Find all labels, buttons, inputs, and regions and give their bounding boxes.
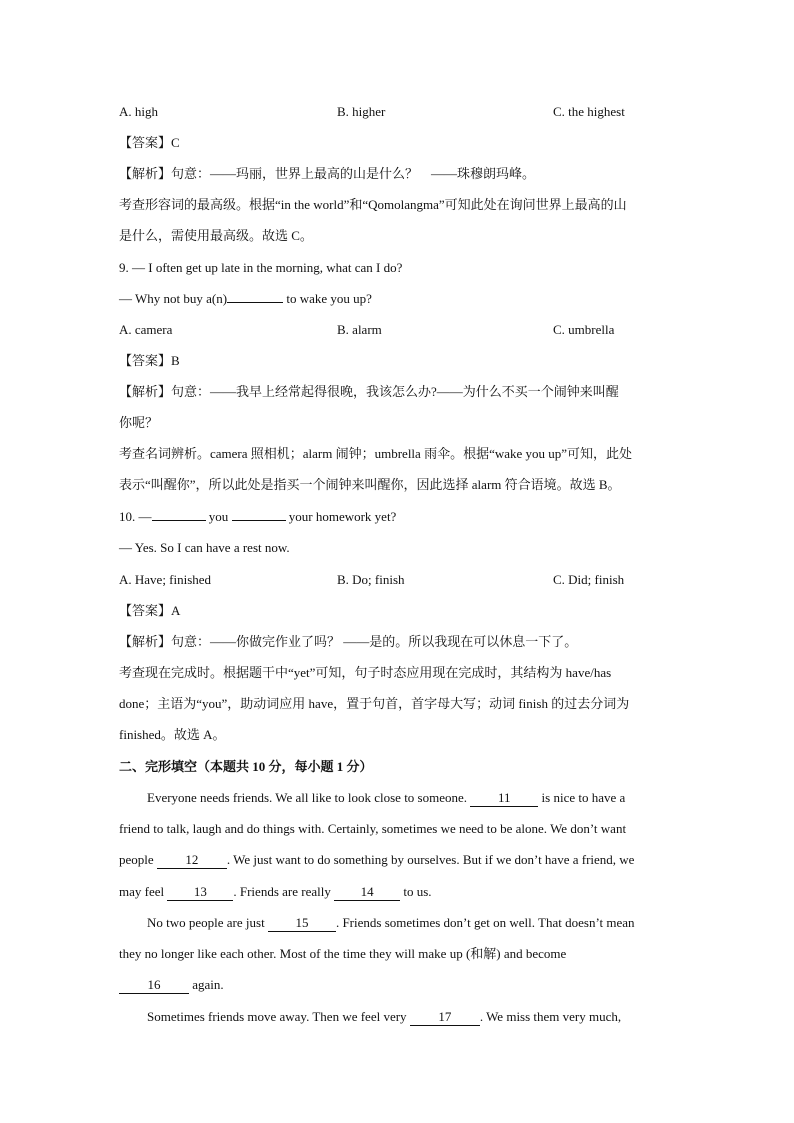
cloze-p1-line-2: friend to talk, laugh and do things with. Certainly, sometimes we need to be alone. We don’t want	[119, 821, 627, 836]
cloze-blank-16[interactable]: 16	[119, 977, 189, 994]
q9-stem-line-1: 9. — I often get up late in the morning, what can I do?	[119, 260, 403, 275]
cloze-text: Everyone needs friends. We all like to look close to someone.	[147, 790, 468, 805]
q9-options	[119, 320, 679, 340]
q10-analysis-line-2: 考查现在完成时。根据题干中“yet”可知，句子时态应用现在完成时，其结构为 have/has	[119, 665, 612, 680]
q8-analysis-line-2: 考查形容词的最高级。根据“in the world”和“Qomolangma”可知此处在询问世界上最高的山	[119, 197, 627, 212]
cloze-text: . Friends sometimes don’t get on well. That doesn’t mean	[335, 915, 635, 930]
q10-answer: 【答案】A	[119, 603, 181, 618]
q8-option-a[interactable]: A. high	[119, 104, 158, 119]
cloze-p1-line-3	[119, 850, 634, 870]
cloze-text: Sometimes friends move away. Then we feel very	[147, 1009, 407, 1024]
cloze-blank-14[interactable]: 14	[334, 884, 400, 901]
cloze-text: . We miss them very much,	[479, 1009, 622, 1024]
q10-stem-part-2: you	[208, 509, 229, 524]
cloze-text: . Friends are really	[233, 884, 331, 899]
q9-analysis-line-3: 考查名词辨析。camera 照相机；alarm 闹钟；umbrella 雨伞。根据“wake you up”可知，此处	[119, 446, 633, 461]
cloze-blank-13[interactable]: 13	[167, 884, 233, 901]
cloze-text: to us.	[403, 884, 432, 899]
q8-analysis-line-1: 【解析】句意：——玛丽，世界上最高的山是什么？ ——珠穆朗玛峰。	[119, 166, 536, 181]
cloze-text: is nice to have a	[541, 790, 626, 805]
q10-options	[119, 570, 679, 590]
cloze-text: . We just want to do something by ourselves. But if we don’t have a friend, we	[226, 852, 635, 867]
q10-option-c[interactable]: C. Did; finish	[553, 572, 625, 587]
q9-analysis-line-4: 表示“叫醒你”，所以此处是指买一个闹钟来叫醒你，因此选择 alarm 符合语境。故选 B。	[119, 477, 621, 492]
q10-stem-line-2: — Yes. So I can have a rest now.	[119, 540, 290, 555]
q10-stem-part-3: your homework yet?	[288, 509, 397, 524]
cloze-p2-line-3	[119, 975, 224, 995]
q10-stem-part-1: 10. —	[119, 509, 152, 524]
cloze-text: people	[119, 852, 154, 867]
q9-answer: 【答案】B	[119, 353, 180, 368]
q10-stem-line-1	[119, 507, 396, 527]
q10-option-a[interactable]: A. Have; finished	[119, 572, 212, 587]
q10-analysis-line-3: done；主语为“you”，助动词应用 have，置于句首，首字母大写；动词 finish 的过去分词为	[119, 696, 630, 711]
q9-stem-line-2	[119, 289, 372, 309]
cloze-p1-line-1	[147, 788, 625, 808]
cloze-text: may feel	[119, 884, 165, 899]
q9-stem-text-before: — Why not buy a(n)	[119, 291, 228, 306]
cloze-blank-12[interactable]: 12	[157, 852, 227, 869]
section-heading-cloze: 二、完形填空（本题共 10 分，每小题 1 分）	[119, 759, 373, 774]
q10-blank-1[interactable]	[152, 520, 206, 521]
cloze-blank-15[interactable]: 15	[268, 915, 336, 932]
q9-stem-text-after: to wake you up?	[286, 291, 372, 306]
q9-blank[interactable]	[227, 302, 283, 303]
cloze-text: again.	[192, 977, 224, 992]
q8-option-c[interactable]: C. the highest	[553, 104, 625, 119]
cloze-blank-11[interactable]: 11	[470, 790, 538, 807]
cloze-p1-line-4	[119, 882, 432, 902]
q9-option-b[interactable]: B. alarm	[337, 322, 382, 337]
document-page	[119, 0, 679, 1123]
cloze-p2-line-2: they no longer like each other. Most of the time they will make up (和解) and become	[119, 946, 567, 961]
q10-blank-2[interactable]	[232, 520, 286, 521]
q8-options	[119, 102, 679, 122]
q8-option-b[interactable]: B. higher	[337, 104, 386, 119]
q9-analysis-line-1: 【解析】句意：——我早上经常起得很晚，我该怎么办?——为什么不买一个闹钟来叫醒	[119, 384, 619, 399]
q10-analysis-line-1: 【解析】句意：——你做完作业了吗？ ——是的。所以我现在可以休息一下了。	[119, 634, 578, 649]
q9-analysis-line-2: 你呢？	[119, 415, 159, 430]
cloze-text: No two people are just	[147, 915, 265, 930]
q10-option-b[interactable]: B. Do; finish	[337, 572, 405, 587]
q8-analysis-line-3: 是什么，需使用最高级。故选 C。	[119, 228, 313, 243]
cloze-blank-17[interactable]: 17	[410, 1009, 480, 1026]
cloze-p2-line-1	[147, 913, 635, 933]
q10-analysis-line-4: finished。故选 A。	[119, 727, 226, 742]
cloze-p3-line-1	[147, 1007, 621, 1027]
q8-answer: 【答案】C	[119, 135, 180, 150]
q9-option-a[interactable]: A. camera	[119, 322, 173, 337]
q9-option-c[interactable]: C. umbrella	[553, 322, 615, 337]
